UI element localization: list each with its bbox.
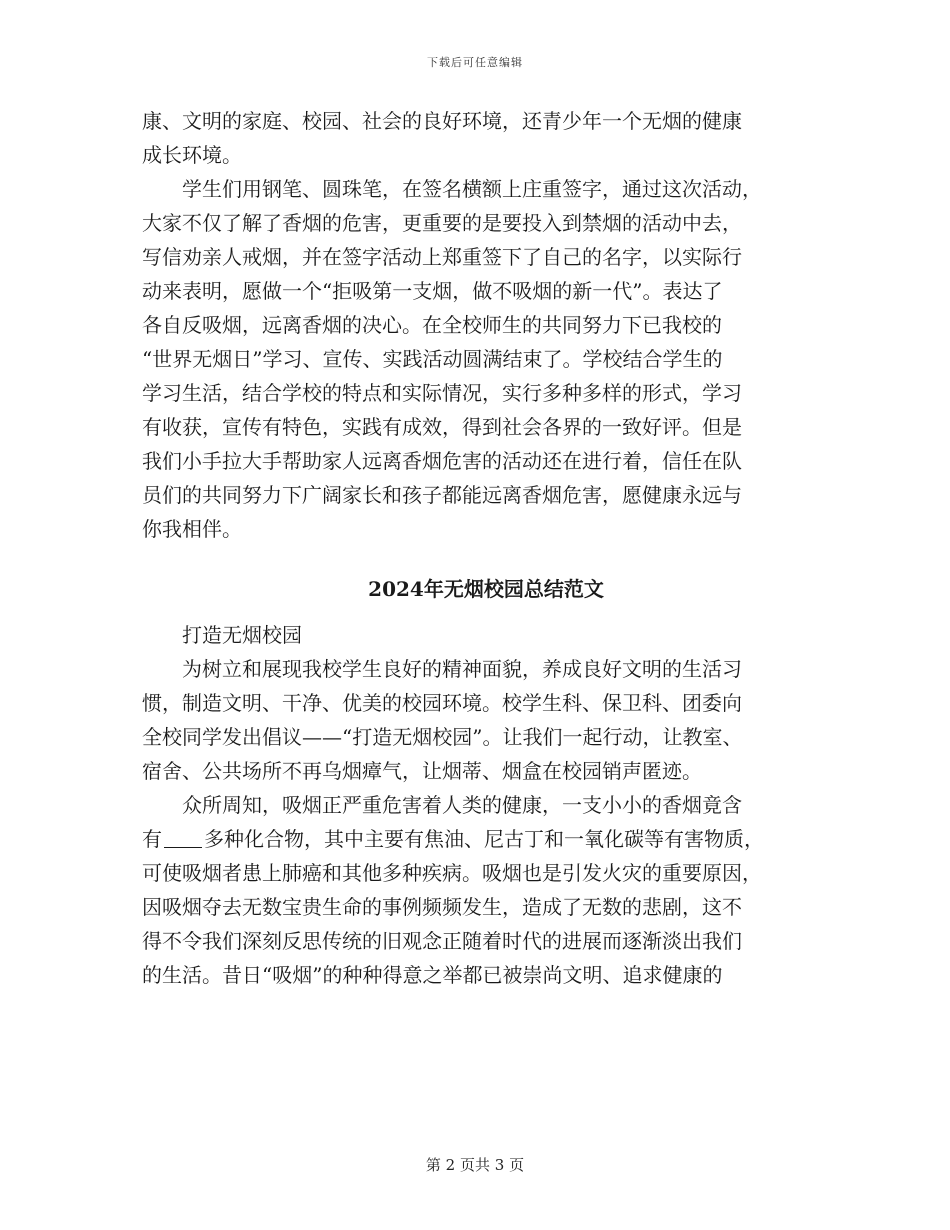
section-continuation xyxy=(142,104,810,546)
paragraph-line: 的生活。昔日“吸烟”的种种得意之举都已被崇尚文明、追求健康的 xyxy=(142,963,723,987)
paragraph-line: 可使吸烟者患上肺癌和其他多种疾病。吸烟也是引发火灾的重要原因， xyxy=(142,861,762,885)
paragraph-line: 宿舍、公共场所不再乌烟瘴气，让烟蒂、烟盒在校园销声匿迹。 xyxy=(142,759,702,783)
paragraph-line: 员们的共同努力下广阔家长和孩子都能远离香烟危害，愿健康永远与 xyxy=(142,483,742,507)
paragraph-line: 动来表明，愿做一个“拒吸第一支烟，做不吸烟的新一代”。表达了 xyxy=(142,279,723,303)
paragraph-line: 写信劝亲人戒烟，并在签字活动上郑重签下了自己的名字，以实际行 xyxy=(142,245,742,269)
paragraph-line: 得不令我们深刻反思传统的旧观念正随着时代的进展而逐渐淡出我们 xyxy=(142,929,742,953)
page-header-note: 下载后可任意编辑 xyxy=(427,56,523,69)
paragraph-line: 成长环境。 xyxy=(142,143,242,167)
paragraph-line-with-blank xyxy=(142,822,810,856)
paragraph-line: “世界无烟日”学习、宣传、实践活动圆满结束了。学校结合学生的 xyxy=(142,347,723,371)
document-body xyxy=(142,104,810,992)
paragraph-line: 康、文明的家庭、校园、社会的良好环境，还青少年一个无烟的健康 xyxy=(142,109,742,133)
paragraph-line: 我们小手拉大手帮助家人远离香烟危害的活动还在进行着，信任在队 xyxy=(142,449,742,473)
section-subtitle: 打造无烟校园 xyxy=(142,623,302,647)
fill-in-blank xyxy=(164,827,202,848)
paragraph-line: 学习生活，结合学校的特点和实际情况，实行多种多样的形式，学习 xyxy=(142,381,742,405)
paragraph-line: 惯，制造文明、干净、优美的校园环境。校学生科、保卫科、团委向 xyxy=(142,691,742,715)
paragraph-line: 学生们用钢笔、圆珠笔，在签名横额上庄重签字，通过这次活动， xyxy=(142,177,762,201)
paragraph-line: 众所周知，吸烟正严重危害着人类的健康，一支小小的香烟竟含 xyxy=(142,793,742,817)
paragraph-line: 你我相伴。 xyxy=(142,517,242,541)
paragraph-line: 有收获，宣传有特色，实践有成效，得到社会各界的一致好评。但是 xyxy=(142,415,742,439)
blank-line-before: 有 xyxy=(142,827,162,851)
paragraph-line: 全校同学发出倡议——“打造无烟校园”。让我们一起行动，让教室、 xyxy=(142,725,743,749)
blank-line-after: 多种化合物，其中主要有焦油、尼古丁和一氧化碳等有害物质， xyxy=(204,827,764,851)
paragraph-line: 因吸烟夺去无数宝贵生命的事例频频发生，造成了无数的悲剧，这不 xyxy=(142,895,742,919)
paragraph-line: 大家不仅了解了香烟的危害，更重要的是要投入到禁烟的活动中去， xyxy=(142,211,742,235)
paragraph-line: 各自反吸烟，远离香烟的决心。在全校师生的共同努力下已我校的 xyxy=(142,313,722,337)
section-main xyxy=(142,618,810,992)
section-title: 2024年无烟校园总结范文 xyxy=(368,577,604,601)
page-number: 第 2 页共 3 页 xyxy=(425,1156,525,1174)
paragraph-line: 为树立和展现我校学生良好的精神面貌，养成良好文明的生活习 xyxy=(142,657,742,681)
